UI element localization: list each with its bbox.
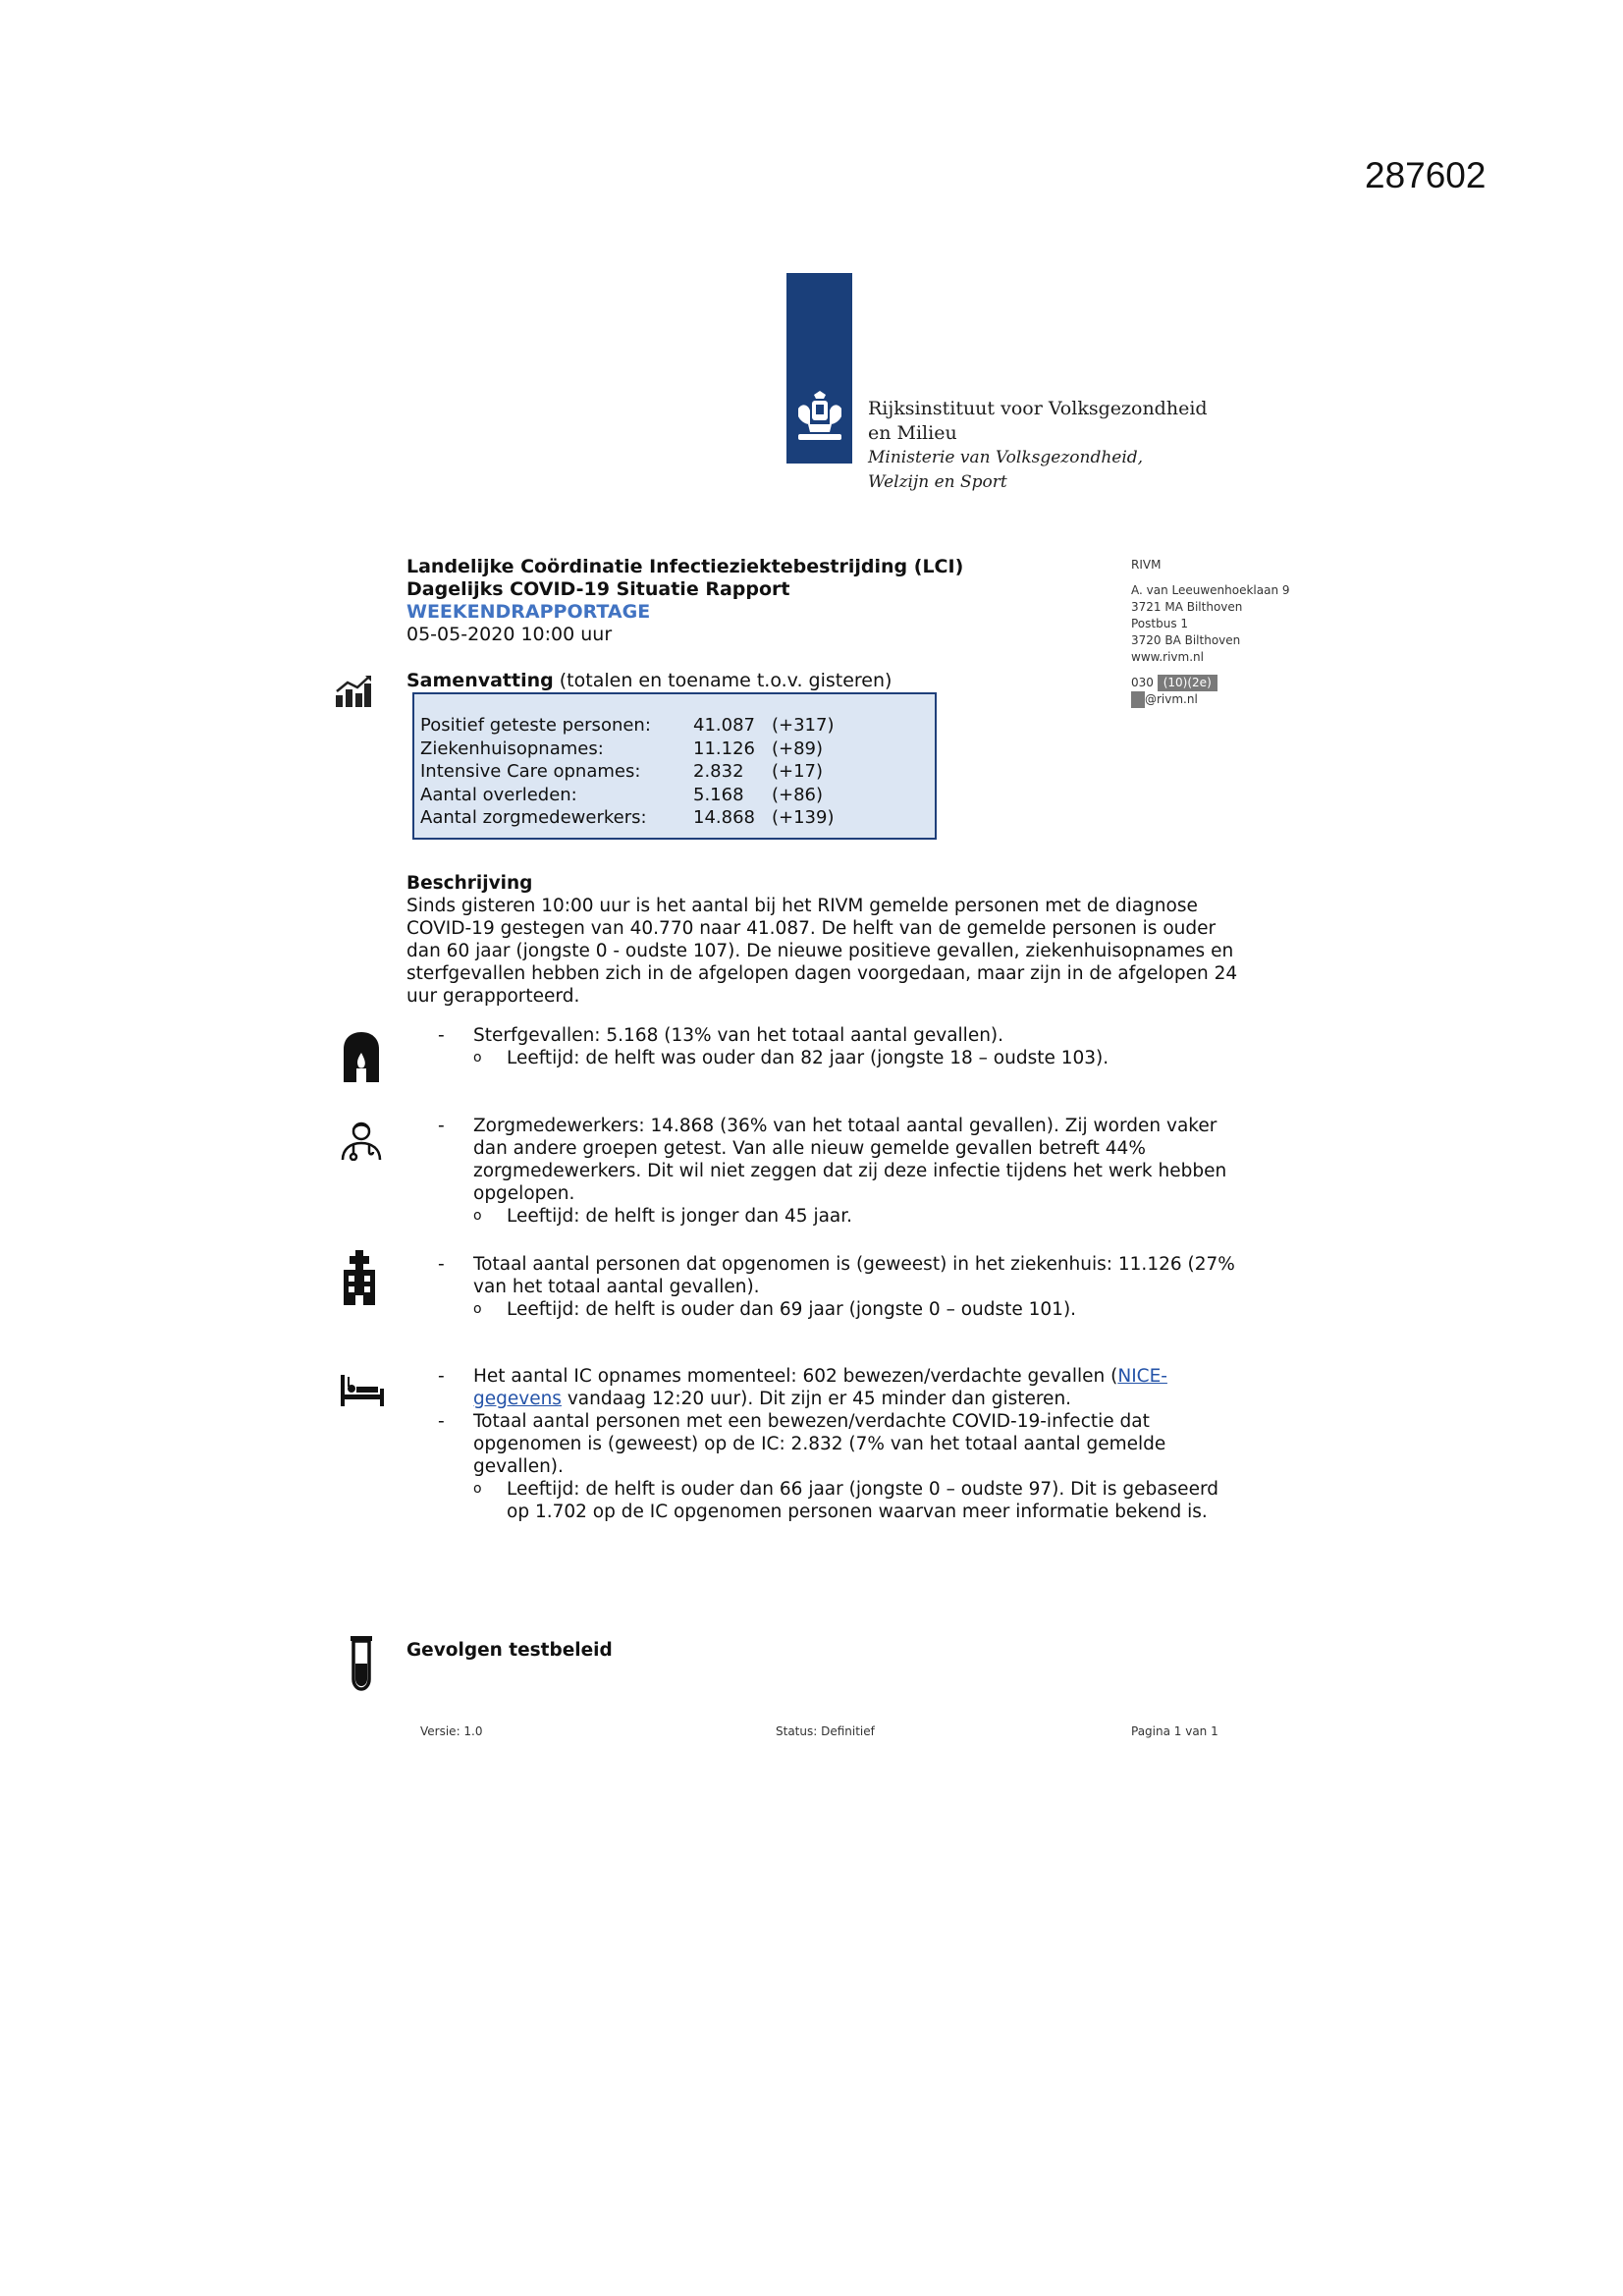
summary-row [420,738,935,761]
list-dash: - [438,1025,445,1046]
deaths-subitem [473,1047,1243,1069]
description [406,872,1241,1008]
address-street: A. van Leeuwenhoeklaan 9 [1131,583,1290,597]
summary-box [412,692,937,840]
summary-heading [406,670,892,691]
summary-label: Aantal zorgmedewerkers: [420,807,647,828]
ic-total-item [438,1410,1243,1478]
address-block [1131,557,1290,708]
summary-row [420,714,935,738]
test-tube-icon [350,1636,373,1691]
ic-age-text: Leeftijd: de helft is ouder dan 66 jaar (jongste 0 – oudste 97). Dit is gebaseerd op 1.702 op de IC opgenomen personen waarvan meer informatie bekend is. [507,1479,1218,1522]
hospital-subitem [473,1298,1243,1321]
ic-subitem [473,1478,1243,1523]
header-title-2: Dagelijks COVID-19 Situatie Rapport [406,578,790,600]
care-text: Zorgmedewerkers: 14.868 (36% van het totaal aantal gevallen). Zij worden vaker dan andere groepen getest. Van alle nieuw gemelde gevallen betreft 44% zorgmedewerkers. Dit wil niet zeggen dat zij deze infectie tijdens het werk hebben opgelopen. [473,1116,1227,1204]
document-number: 287602 [1365,155,1487,195]
summary-value: 11.126 [693,738,755,759]
summary-label: Ziekenhuisopnames: [420,738,604,759]
hospital-age-text: Leeftijd: de helft is ouder dan 69 jaar (jongste 0 – oudste 101). [507,1299,1077,1320]
care-section [438,1115,1243,1228]
coat-of-arms-icon [794,391,845,444]
deaths-section [438,1024,1243,1069]
hospital-icon [342,1250,377,1305]
address-phone [1131,675,1290,691]
nice-link[interactable]: NICE-gegevens [473,1366,1167,1409]
report-header [406,556,963,646]
address-city-1: 3721 MA Bilthoven [1131,600,1243,614]
footer-version: Versie: 1.0 [420,1724,483,1738]
description-title: Beschrijving [406,873,533,894]
summary-label: Positief geteste personen: [420,715,651,736]
logo-line-2: en Milieu [868,422,957,444]
summary-row [420,760,935,784]
phone-prefix: 030 [1131,676,1154,689]
summary-delta: (+86) [772,784,824,805]
email-redaction [1131,691,1145,708]
ic-text [473,1365,1243,1410]
summary-delta: (+17) [772,761,824,782]
address-city-2: 3720 BA Bilthoven [1131,633,1241,647]
grave-icon [342,1031,381,1082]
list-bullet: o [473,1208,482,1224]
rivm-logo-bar [786,273,852,464]
summary-value: 41.087 [693,715,755,736]
address-email [1131,691,1290,708]
summary-row [420,806,935,830]
summary-subtitle: (totalen en toename t.o.v. gisteren) [553,670,893,691]
description-text: Sinds gisteren 10:00 uur is het aantal bij het RIVM gemelde personen met de diagnose COVID-19 gestegen van 40.770 naar 41.087. De helft van de gemelde personen is ouder dan 60 jaar (jongste 0 - oudste 107). De nieuwe positieve gevallen, ziekenhuisopnames en sterfgevallen hebben zich in de afgelopen dagen voorgedaan, maar zijn in de afgelopen 24 uur gerapporteerd. [406,896,1238,1007]
footer-status: Status: Definitief [776,1724,875,1738]
address-postbus: Postbus 1 [1131,617,1189,630]
hospital-section [438,1253,1243,1321]
logo-line-3: Ministerie van Volksgezondheid, [868,448,1144,467]
ic-text-after: vandaag 12:20 uur). Dit zijn er 45 minder dan gisteren. [561,1389,1072,1409]
header-datetime: 05-05-2020 10:00 uur [406,624,613,645]
summary-value: 14.868 [693,807,755,828]
care-subitem [473,1205,1243,1228]
summary-row [420,784,935,807]
hospital-text: Totaal aantal personen dat opgenomen is (geweest) in het ziekenhuis: 11.126 (27% van het totaal aantal gevallen). [473,1254,1235,1297]
address-org: RIVM [1131,558,1162,572]
ic-section [438,1365,1243,1523]
testing-heading: Gevolgen testbeleid [406,1640,613,1661]
logo-text [868,397,1208,495]
list-bullet: o [473,1301,482,1317]
list-bullet: o [473,1050,482,1066]
healthcare-worker-icon [339,1120,384,1161]
deaths-age-text: Leeftijd: de helft was ouder dan 82 jaar (jongste 18 – oudste 103). [507,1048,1109,1068]
hospital-bed-icon [339,1375,386,1406]
summary-label: Intensive Care opnames: [420,761,641,782]
deaths-text: Sterfgevallen: 5.168 (13% van het totaal aantal gevallen). [473,1025,1004,1046]
list-dash: - [438,1116,445,1136]
summary-label: Aantal overleden: [420,784,577,805]
summary-delta: (+139) [772,807,835,828]
footer-page: Pagina 1 van 1 [1131,1724,1218,1738]
list-dash: - [438,1254,445,1275]
summary-value: 5.168 [693,784,744,805]
logo-line-4: Welzijn en Sport [868,472,1007,492]
redaction-box: (10)(2e) [1158,675,1217,691]
logo-line-1: Rijksinstituut voor Volksgezondheid [868,398,1208,419]
email-suffix: @rivm.nl [1145,692,1198,706]
summary-value: 2.832 [693,761,744,782]
ic-text-before: Het aantal IC opnames momenteel: 602 bewezen/verdachte gevallen ( [473,1366,1118,1387]
list-dash: - [438,1411,445,1432]
address-web: www.rivm.nl [1131,650,1204,664]
list-bullet: o [473,1481,482,1497]
care-age-text: Leeftijd: de helft is jonger dan 45 jaar. [507,1206,853,1227]
header-title-1: Landelijke Coördinatie Infectieziektebestrijding (LCI) [406,556,964,577]
ic-total-text: Totaal aantal personen met een bewezen/verdachte COVID-19-infectie dat opgenomen is (geweest) op de IC: 2.832 (7% van het totaal aantal gemelde gevallen). [473,1411,1166,1477]
summary-title: Samenvatting [406,670,554,691]
list-dash: - [438,1366,445,1387]
header-title-3: WEEKENDRAPPORTAGE [406,601,651,623]
summary-delta: (+317) [772,715,835,736]
chart-icon [334,674,373,709]
summary-delta: (+89) [772,738,824,759]
